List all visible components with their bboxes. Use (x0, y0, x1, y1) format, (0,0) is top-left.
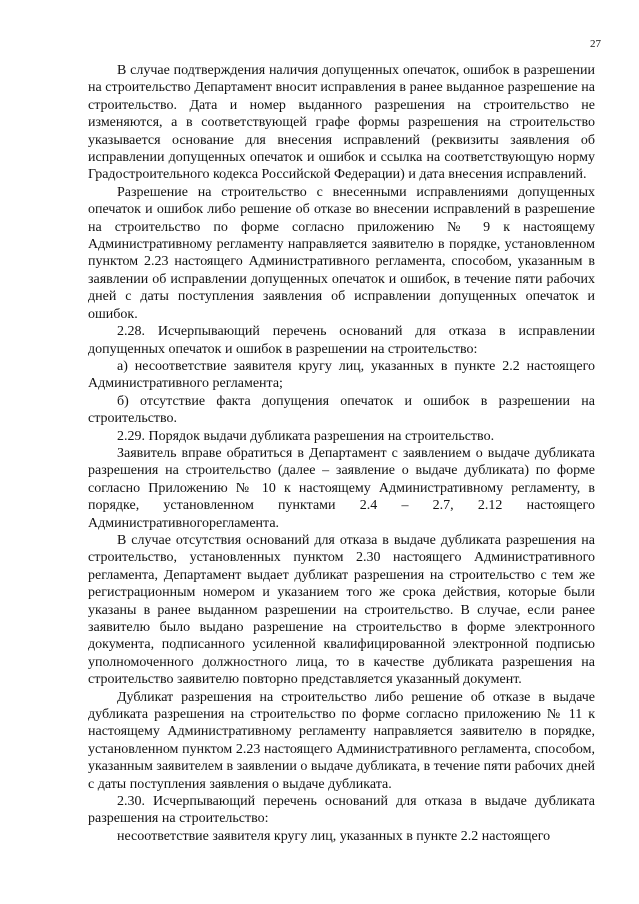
paragraph-2-30-duplicate-refusal-grounds: 2.30. Исчерпывающий перечень оснований для отказа в выдаче дубликата разрешения на строительство: (88, 794, 595, 827)
paragraph-duplicate-issuance: В случае отсутствия оснований для отказа в выдаче дубликата разрешения на строительство, установленных пунктом 2.30 настоящего Административного регламента, Департамент выдает дубликат разрешения на строительство с тем же регистрационным номером и указанием того же срока действия, которые были указаны в ранее выданном разрешении на строительство. В случае, если ранее заявителю было выдано разрешение на строительство в форме электронного документа, подписанного усиленной квалифицированной электронной подписью уполномоченного должностного лица, то в качестве дубликата разрешения на строительство заявителю повторно представляется указанный документ. (88, 532, 595, 688)
paragraph-ground-a: а) несоответствие заявителя кругу лиц, указанных в пункте 2.2 настоящего Административного регламента; (88, 358, 595, 392)
paragraph-ground-b: б) отсутствие факта допущения опечаток и ошибок в разрешении на строительство. (88, 393, 595, 427)
paragraph-2-29-duplicate-procedure: 2.29. Порядок выдачи дубликата разрешения на строительство. (117, 428, 495, 444)
document-body (88, 62, 595, 845)
paragraph-2-28-refusal-grounds: 2.28. Исчерпывающий перечень оснований для отказа в исправлении допущенных опечаток и ошибок в разрешении на строительство: (88, 324, 595, 357)
paragraph-duplicate-application: Заявитель вправе обратиться в Департамент с заявлением о выдаче дубликата разрешения на строительство (далее – заявление о выдаче дубликата) по форме согласно Приложению № 10 к настоящему Административному регламенту, в порядке, установленном пунктами 2.4 – 2.7, 2.12 настоящего Административногорегламента. (88, 445, 595, 531)
paragraph-duplicate-refusal-ground: несоответствие заявителя кругу лиц, указанных в пункте 2.2 настоящего (117, 828, 551, 844)
page-number: 27 (590, 38, 601, 50)
paragraph-correction-confirmed: В случае подтверждения наличия допущенных опечаток, ошибок в разрешении на строительство Департамент вносит исправления в ранее выданное разрешение на строительство. Дата и номер выданного разрешения на строительство не изменяются, а в соответствующей графе формы разрешения на строительство указывается основание для внесения исправлений (реквизиты заявления об исправлении допущенных опечаток и ошибок и ссылка на соответствующую норму Градостроительного кодекса Российской Федерации) и дата внесения исправлений. (88, 63, 595, 183)
paragraph-duplicate-delivery: Дубликат разрешения на строительство либо решение об отказе в выдаче дубликата разрешения на строительство по форме согласно приложению № 11 к настоящему Административному регламенту направляется заявителю в порядке, установленном пунктом 2.23 настоящего Административного регламента, способом, указанным заявителем в заявлении о выдаче дубликата, в течение пяти рабочих дней с даты поступления заявления о выдаче дубликата. (88, 689, 595, 792)
paragraph-corrected-permit-delivery: Разрешение на строительство с внесенными исправлениями допущенных опечаток и ошибок либо решение об отказе во внесении исправлений в разрешение на строительство по форме согласно приложению № 9 к настоящему Административному регламенту направляется заявителю в порядке, установленном пунктом 2.23 настоящего Административного регламента, способом, указанным в заявлении об исправлении допущенных опечаток и ошибок, в течение пяти рабочих дней с даты поступления заявления об исправлении допущенных опечаток и ошибок. (88, 184, 595, 322)
